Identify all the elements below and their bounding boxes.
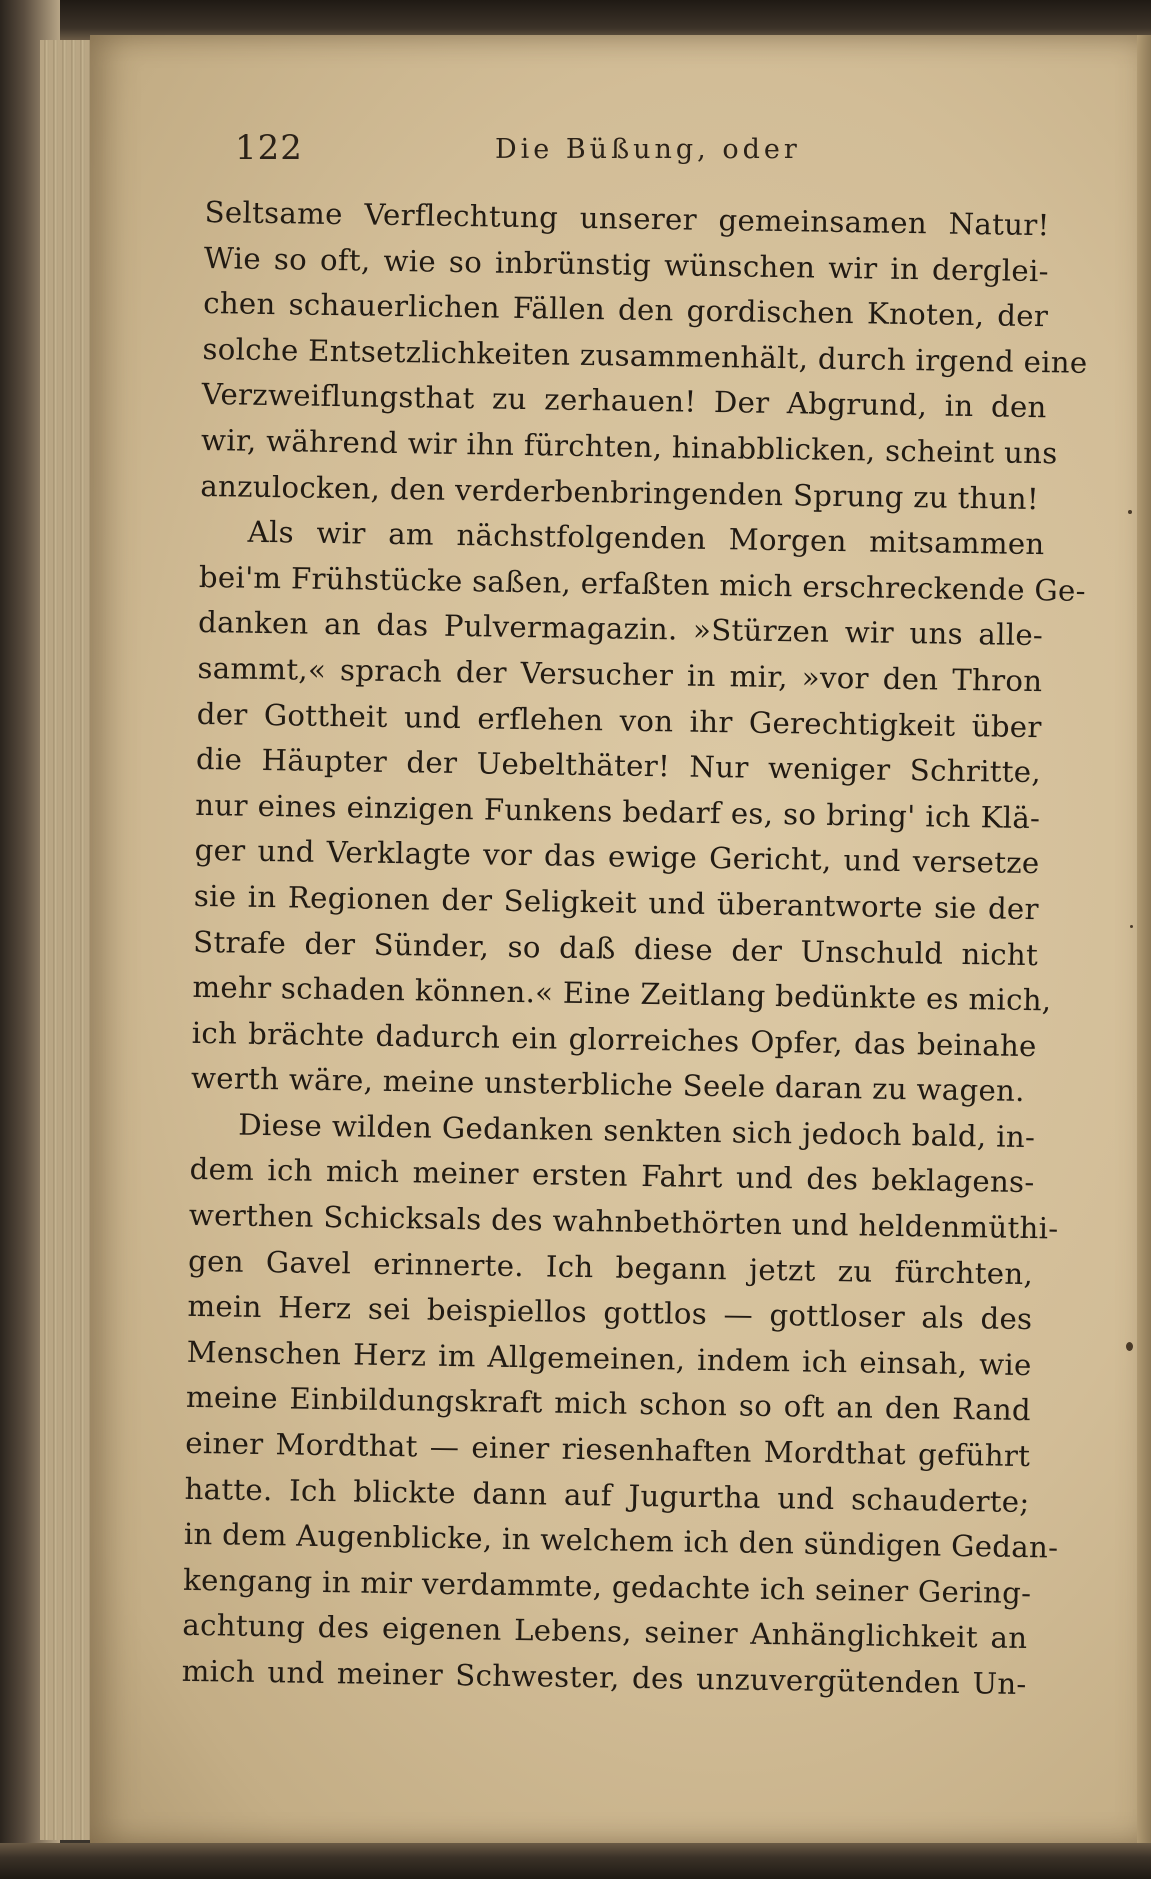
scan-bottom-shadow <box>0 1843 1151 1879</box>
text-line: Wie so oft, wie so inbrünstig wünschen wir in derglei- <box>203 240 1050 288</box>
text-line: danken an das Pulvermagazin. »Stürzen wir uns alle- <box>197 605 1044 653</box>
text-line: meine Einbildungskraft mich schon so oft an den Rand <box>185 1380 1032 1428</box>
text-line: dem ich mich meiner ersten Fahrt und des beklagens- <box>189 1152 1035 1200</box>
text-line: werthen Schicksals des wahnbethörten und heldenmüthi- <box>188 1197 1059 1246</box>
text-line: sie in Regionen der Seligkeit und überantworte sie der <box>193 878 1040 927</box>
text-line: mich und meiner Schwester, des unzuvergütenden Un- <box>181 1653 1027 1702</box>
text-line: einer Mordthat — einer riesenhaften Mordthat geführt <box>185 1425 1031 1474</box>
text-line: gen Gavel erinnerte. Ich begann jetzt zu fürchten, <box>187 1243 1034 1291</box>
text-line: Verzweiflungsthat zu zerhauen! Der Abgrund, in den <box>201 377 1047 425</box>
paper-speck <box>1126 1342 1133 1351</box>
paper-speck <box>1128 510 1132 514</box>
body-text <box>181 190 1088 1708</box>
text-line: anzulocken, den verderbenbringenden Sprung zu thun! <box>200 468 1040 516</box>
text-line: chen schauerlichen Fällen den gordischen Knoten, der <box>202 286 1049 334</box>
text-line: mehr schaden können.« Eine Zeitlang bedünkte es mich, <box>192 969 1052 1018</box>
text-line: Als wir am nächstfolgenden Morgen mitsammen <box>247 514 1045 562</box>
text-line: nur eines einzigen Funkens bedarf es, so bring' ich Klä- <box>195 787 1041 835</box>
text-line: die Häupter der Uebelthäter! Nur weniger Schritte, <box>195 742 1042 790</box>
text-line: ich brächte dadurch ein glorreiches Opfer, das beinahe <box>191 1015 1037 1063</box>
text-line: Diese wilden Gedanken senkten sich jedoch bald, in- <box>238 1107 1036 1155</box>
text-line: Menschen Herz im Allgemeinen, indem ich einsah, wie <box>186 1334 1032 1382</box>
text-line: wir, während wir ihn fürchten, hinabblicken, scheint uns <box>200 422 1058 471</box>
text-line: werth wäre, meine unsterbliche Seele daran zu wagen. <box>190 1061 1026 1109</box>
text-line: sammt,« sprach der Versucher in mir, »vor den Thron <box>197 650 1043 699</box>
paper-speck <box>1130 925 1133 928</box>
text-line: in dem Augenblicke, in welchem ich den sündigen Gedan- <box>183 1517 1059 1565</box>
text-line: hatte. Ich blickte dann auf Jugurtha und schauderte; <box>184 1471 1030 1519</box>
text-line: kengang in mir verdammte, gedachte ich seiner Gering- <box>182 1562 1032 1610</box>
text-line: der Gottheit und erflehen von ihr Gerechtigkeit über <box>196 696 1042 744</box>
text-line: achtung des eigenen Lebens, seiner Anhänglichkeit an <box>182 1608 1028 1656</box>
text-line: solche Entsetzlichkeiten zusammenhält, durch irgend eine <box>202 331 1088 380</box>
page-number: 122 <box>235 128 303 168</box>
text-line: bei'm Frühstücke saßen, erfaßten mich erschreckende Ge- <box>198 559 1087 608</box>
gutter-shadow <box>1137 35 1151 1845</box>
running-head: Die Büßung, oder <box>495 134 801 165</box>
text-line: Seltsame Verflechtung unserer gemeinsamen Natur! <box>204 194 1050 243</box>
scan-top-shadow <box>0 0 1151 40</box>
text-line: ger und Verklagte vor das ewige Gericht, und versetze <box>194 833 1040 881</box>
text-line: mein Herz sei beispiellos gottlos — gottloser als des <box>187 1289 1033 1337</box>
text-line: Strafe der Sünder, so daß diese der Unschuld nicht <box>192 924 1039 972</box>
page-header <box>235 128 1035 168</box>
